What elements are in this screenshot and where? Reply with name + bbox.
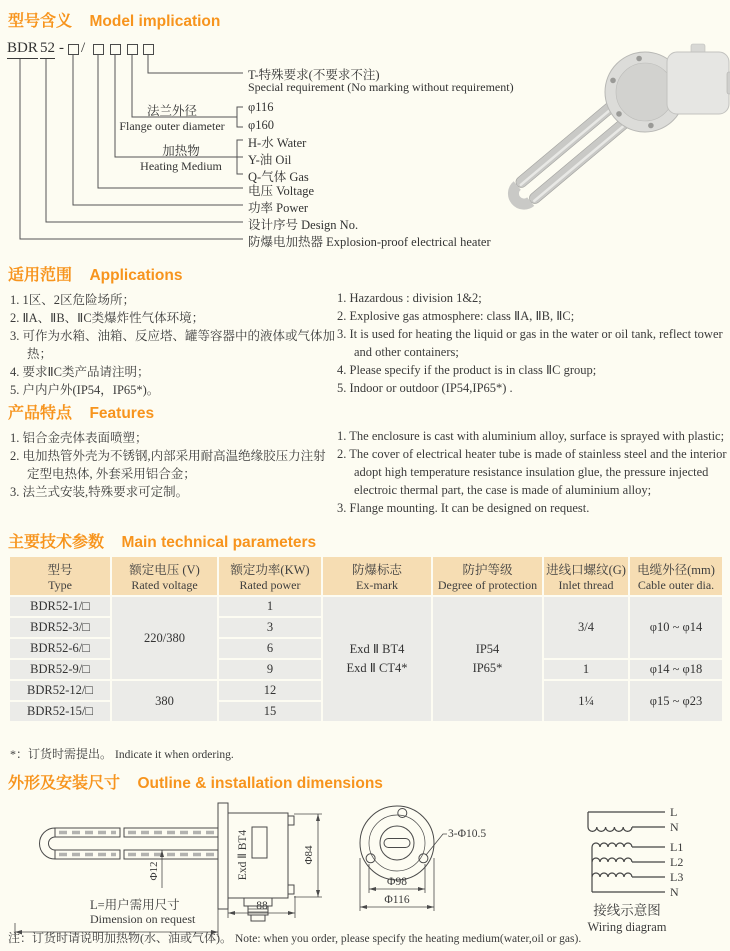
list-item: 3. It is used for heating the liquid or gas in the water or oil tank, reflect tower and other containers;: [337, 327, 723, 359]
section-title-parameters: [8, 529, 316, 552]
thread-cell: 1¼: [543, 680, 629, 722]
section-title-features: [8, 400, 154, 423]
wire-label-l: L: [670, 805, 678, 819]
col-header-cable-dia: 电缆外径(mm) Cable outer dia.: [629, 556, 723, 596]
coil-phase-2: [592, 858, 632, 862]
wire-label-n: N: [670, 820, 679, 834]
list-item: 1. 1区、2区危险场所；: [10, 293, 136, 307]
dim-label-holes: 3-Φ10.5: [448, 828, 487, 840]
wiring-caption-zh: 接线示意图: [593, 903, 661, 918]
col-header-ex-mark: 防爆标志 Ex-mark: [322, 556, 432, 596]
model-code-slash: /: [81, 40, 86, 56]
section-title-outline-zh: 外形及安装尺寸: [8, 775, 121, 792]
label-heater: 防爆电加热器 Explosion-proof electrical heater: [248, 235, 491, 249]
section-title-parameters-en: Main technical parameters: [121, 534, 317, 551]
dim-label-bolt-circle: Φ98: [387, 876, 407, 888]
list-item: 1. 铝合金壳体表面喷塑；: [10, 431, 148, 445]
list-item: 3. 可作为水箱、油箱、反应塔、罐等容器中的液体或气体加热；: [10, 329, 336, 361]
dim-label-tube-dia: Φ12: [148, 861, 160, 881]
label-flange-en: Flange outer diameter: [119, 119, 225, 133]
wire-label-n2: N: [670, 885, 679, 899]
model-code-prefix: BDR: [7, 40, 38, 59]
col-header-rated-voltage: 额定电压 (V) Rated voltage: [111, 556, 218, 596]
wiring-lines: [588, 812, 665, 892]
model-code-dash: -: [59, 40, 64, 56]
power-cell: 6: [218, 638, 322, 659]
protection-cell: IP54 IP65*: [432, 596, 543, 722]
label-medium-opt2: Y-油 Oil: [248, 153, 292, 167]
flange-circles: [360, 806, 434, 880]
parameters-table: [8, 555, 724, 723]
wire-label-l2: L2: [670, 855, 684, 869]
power-cell: 9: [218, 659, 322, 680]
dim-label-box-width: 88: [256, 900, 268, 912]
col-header-rated-power: 额定功率(KW) Rated power: [218, 556, 322, 596]
table-note-zh: *：订货时需提出。: [10, 747, 113, 761]
model-cell: BDR52-6/□: [9, 638, 111, 659]
wire-label-l3: L3: [670, 870, 684, 884]
table-header-row: [9, 556, 723, 596]
power-cell: 15: [218, 701, 322, 722]
model-cell: BDR52-9/□: [9, 659, 111, 680]
list-item: 3. Flange mounting. It can be designed on request.: [337, 501, 590, 515]
table-note-en: Indicate it when ordering.: [115, 749, 234, 761]
section-title-applications-en: Applications: [89, 267, 183, 284]
section-title-features-zh: 产品特点: [8, 405, 73, 422]
coil-single-phase: [588, 827, 632, 831]
label-medium-zh: 加热物: [162, 144, 200, 158]
section-title-model: [8, 8, 220, 31]
power-cell: 3: [218, 617, 322, 638]
coil-phase-1: [592, 843, 632, 847]
applications-list-en: [337, 289, 729, 397]
wiring-caption-en: Wiring diagram: [587, 920, 667, 934]
voltage-cell: 380: [111, 680, 218, 722]
model-cell: BDR52-3/□: [9, 617, 111, 638]
label-design-no: 设计序号 Design No.: [248, 218, 359, 232]
list-item: 2. ⅡA、ⅡB、ⅡC类爆炸性气体环境；: [10, 311, 205, 325]
list-item: 5. Indoor or outdoor (IP54,IP65*) .: [337, 381, 513, 395]
model-cell: BDR52-1/□: [9, 596, 111, 617]
model-cell: BDR52-15/□: [9, 701, 111, 722]
list-item: 3. 法兰式安装,特殊要求可定制。: [10, 485, 189, 499]
footer-note: [8, 929, 581, 946]
section-title-features-en: Features: [89, 405, 155, 422]
table-note: [10, 745, 234, 762]
footer-note-en: Note: when you order, please specify the heating medium(water,oil or gas).: [235, 933, 582, 945]
table-row: [9, 596, 723, 617]
label-medium-en: Heating Medium: [140, 159, 222, 173]
label-special-en: Special requirement (No marking without requirement): [248, 80, 514, 94]
section-title-model-zh: 型号含义: [8, 13, 73, 30]
list-item: 5. 户内户外(IP54，IP65*)。: [10, 383, 160, 397]
thread-cell: 3/4: [543, 596, 629, 659]
length-label-en: Dimension on request: [90, 912, 196, 926]
label-medium-opt1: H-水 Water: [248, 136, 307, 150]
product-photo: [495, 32, 730, 247]
box-mark-label: Exd Ⅱ BT4: [237, 829, 249, 881]
label-power: 功率 Power: [248, 201, 309, 215]
holes-leader-line: [426, 834, 447, 855]
label-flange-opt2: φ160: [248, 118, 274, 132]
cable-cell: φ15 ~ φ23: [629, 680, 723, 722]
wire-label-l1: L1: [670, 840, 684, 854]
side-view-drawing: [12, 796, 352, 944]
flange-plate: [218, 803, 228, 909]
features-list-zh: [10, 429, 336, 501]
section-title-outline: [8, 770, 383, 793]
junction-box: [667, 52, 729, 114]
list-item: 2. 电加热管外壳为不锈钢,内部采用耐高温绝缘胶压力注射定型电热体, 外套采用铝合金；: [10, 449, 326, 481]
list-item: 4. Please specify if the product is in class ⅡC group;: [337, 363, 597, 377]
list-item: 1. The enclosure is cast with aluminium alloy, surface is sprayed with plastic;: [337, 429, 725, 443]
label-flange-opt1: φ116: [248, 100, 274, 114]
voltage-cell: 220/380: [111, 596, 218, 680]
label-voltage: 电压 Voltage: [248, 184, 315, 198]
label-special-zh: T-特殊要求(不要求不注): [248, 68, 380, 82]
gland-tip: [251, 915, 265, 921]
section-title-outline-en: Outline & installation dimensions: [137, 775, 383, 792]
cable-cell: φ14 ~ φ18: [629, 659, 723, 680]
model-code-series: 52: [40, 40, 55, 59]
cable-cell: φ10 ~ φ14: [629, 596, 723, 659]
length-label-zh: L=用户需用尺寸: [90, 898, 180, 912]
section-title-applications: [8, 262, 182, 285]
section-title-model-en: Model implication: [89, 13, 221, 30]
features-list-en: [337, 427, 729, 517]
list-item: 2. The cover of electrical heater tube is made of stainless steel and the interior adopt high temperature resistance insulation glue, the pressure injected electroic thermal part, the case is made of aluminium alloy;: [337, 447, 727, 497]
coil-phase-3: [592, 873, 632, 877]
power-cell: 1: [218, 596, 322, 617]
section-title-parameters-zh: 主要技术参数: [8, 534, 105, 551]
list-item: 4. 要求ⅡC类产品请注明；: [10, 365, 150, 379]
flange-view-drawing: [357, 798, 547, 938]
applications-list-zh: [10, 291, 336, 399]
col-header-type: 型号 Type: [9, 556, 111, 596]
power-cell: 12: [218, 680, 322, 701]
box-window: [252, 827, 267, 858]
label-medium-opt3: Q-气体 Gas: [248, 170, 309, 184]
dim-label-outer-dia: Φ116: [384, 894, 410, 906]
section-title-applications-zh: 适用范围: [8, 267, 73, 284]
model-cell: BDR52-12/□: [9, 680, 111, 701]
dim-label-box-dia: Φ84: [303, 845, 315, 865]
footer-note-zh: 注：订货时请说明加热物(水、油或气体)。: [8, 931, 232, 945]
ex-mark-cell: Exd Ⅱ BT4 Exd Ⅱ CT4*: [322, 596, 432, 722]
thread-cell: 1: [543, 659, 629, 680]
wiring-diagram: [565, 795, 730, 943]
col-header-protection: 防护等级 Degree of protection: [432, 556, 543, 596]
label-flange-zh: 法兰外径: [146, 104, 197, 118]
list-item: 1. Hazardous : division 1&2;: [337, 291, 482, 305]
col-header-inlet-thread: 进线口螺纹(G) Inlet thread: [543, 556, 629, 596]
list-item: 2. Explosive gas atmosphere: class ⅡA, ⅡB, ⅡC;: [337, 309, 575, 323]
